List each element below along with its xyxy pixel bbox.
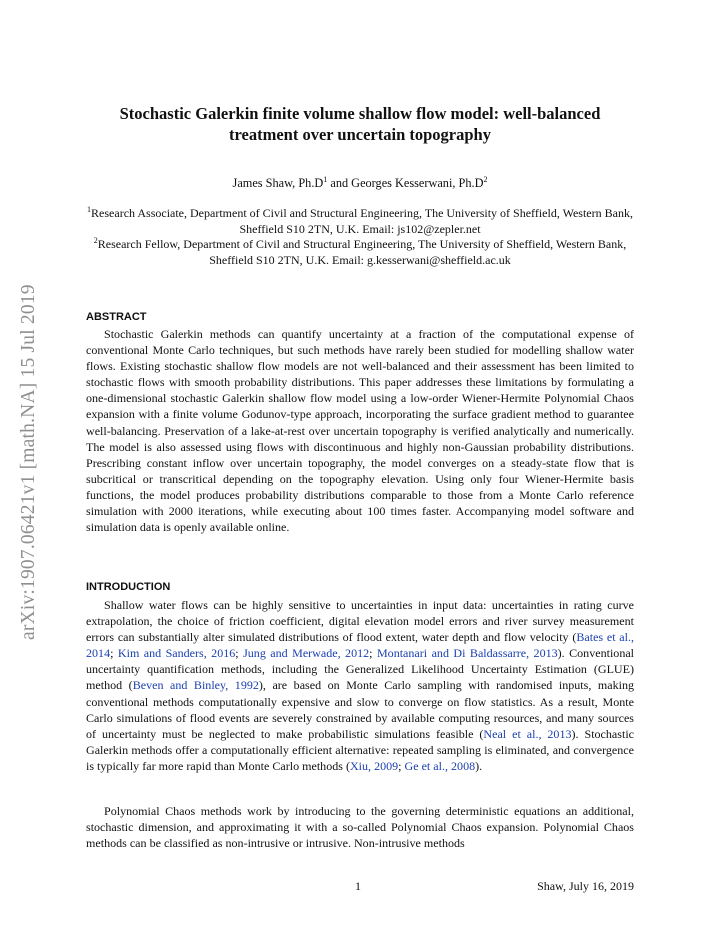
citation-link[interactable]: Beven and Binley, 1992 [132,678,259,693]
introduction-paragraph-1 [86,597,634,774]
citation-link[interactable]: Ge et al., 2008 [404,758,476,773]
intro-text: ). Stochastic Galerkin methods offer a computationally efficient alternative: repeated sampling is eliminated, and convergence is typically far more rapid than Monte Carlo methods ( [86,726,635,773]
introduction-paragraph-2: Polynomial Chaos methods work by introducing to the governing deterministic equations an additional, stochastic dimension, and approximating it with a so-called Polynomial Chaos expansion. Polynomial Chaos methods can be classified as non-intrusive or intrusive. Non-intrusive methods [86,804,634,851]
intro-text: Shallow water flows can be highly sensitive to uncertainties in input data: uncertainties in rating curve extrapolation, the choice of friction coefficient, digital elevation model errors and river survey measurement errors can substantially alter simulated distributions of flood extent, water depth and flow velocity ( [86,598,634,645]
citation-separator: ; [110,646,118,661]
title-line-1: Stochastic Galerkin finite volume shallow flow model: well-balanced [119,104,601,123]
arxiv-identifier-stamp: arXiv:1907.06421v1 [math.NA] 15 Jul 2019 [18,284,39,640]
citation-link[interactable]: Bates et al., 2014 [86,630,635,661]
running-footer: Shaw, July 16, 2019 [537,879,634,893]
citation-separator: ; [369,646,377,661]
abstract-paragraph: Stochastic Galerkin methods can quantify uncertainty at a fraction of the computational expense of conventional Monte Carlo techniques, but such methods have rarely been studied for modelling shallow water flows. Existing stochastic shallow flow models are not well-balanced and their assessment has been limited to stochastic flows with smooth probability distributions. This paper addresses these limitations by formulating a one-dimensional stochastic Galerkin shallow flow model using a low-order Wiener-Hermite Polynomial Chaos expansion with a finite volume Godunov-type approach, incorporating the surface gradient method to guarantee well-balancing. Preservation of a lake-at-rest over uncertain topography is verified analytically and numerically. The model is also assessed using flows with discontinuous and highly non-Gaussian probability distributions. Prescribing constant inflow over uncertain topography, the model converges on a steady-state flow that is subcritical or transcritical depending on the topography elevation. Using only four Wiener-Hermite basis functions, the model produces probability distributions comparable to those from a Monte Carlo reference simulation with 2000 iterations, while executing about 100 times faster. Accompanying model software and simulation data is openly available online. [86,327,634,535]
citation-separator: ; [235,646,244,661]
title-line-2: treatment over uncertain topography [229,125,491,144]
author-list [86,176,634,191]
affiliations [86,206,634,268]
affiliation-1 [86,206,634,237]
affiliation-2-text: Research Fellow, Department of Civil and Structural Engineering, The University of Sheffield, Western Bank, Sheffield S10 2TN, U.K. Email: g.kesserwani@sheffield.ac.uk [97,237,627,267]
affiliation-2-mark: 2 [93,236,98,245]
page-number: 1 [355,879,361,893]
citation-link[interactable]: Montanari and Di Baldassarre, 2013 [376,646,558,661]
author-1: James Shaw, Ph.D [232,176,324,190]
citation-separator: ; [398,758,405,773]
intro-text: ). Conventional uncertainty quantification methods, including the Generalized Likelihood Uncertainty Estimation (GLUE) method ( [86,646,635,693]
affiliation-2 [86,237,634,268]
affiliation-1-mark: 1 [87,205,92,214]
citation-link[interactable]: Kim and Sanders, 2016 [117,646,236,661]
intro-text: ), are based on Monte Carlo sampling with randomised inputs, making conventional methods computationally expensive and slow to converge on flow statistics. As a result, Monte Carlo simulations of flood events are severely constrained by available computing resources, and many sources of uncertainty must be neglected to make probabilistic simulations feasible ( [86,678,634,741]
author-2: and Georges Kesserwani, Ph.D [327,176,484,190]
citation-link[interactable]: Xiu, 2009 [349,758,399,773]
citation-link[interactable]: Neal et al., 2013 [483,726,572,741]
paper-title [86,103,634,145]
abstract-heading: ABSTRACT [86,311,147,323]
author-1-affiliation-mark: 1 [323,174,328,184]
citation-link[interactable]: Jung and Merwade, 2012 [243,646,370,661]
author-2-affiliation-mark: 2 [483,174,488,184]
affiliation-1-text: Research Associate, Department of Civil and Structural Engineering, The University of Sheffield, Western Bank, Sheffield S10 2TN, U.K. Email: js102@zepler.net [91,206,633,236]
introduction-heading: INTRODUCTION [86,581,171,593]
intro-text: ). [475,758,483,773]
